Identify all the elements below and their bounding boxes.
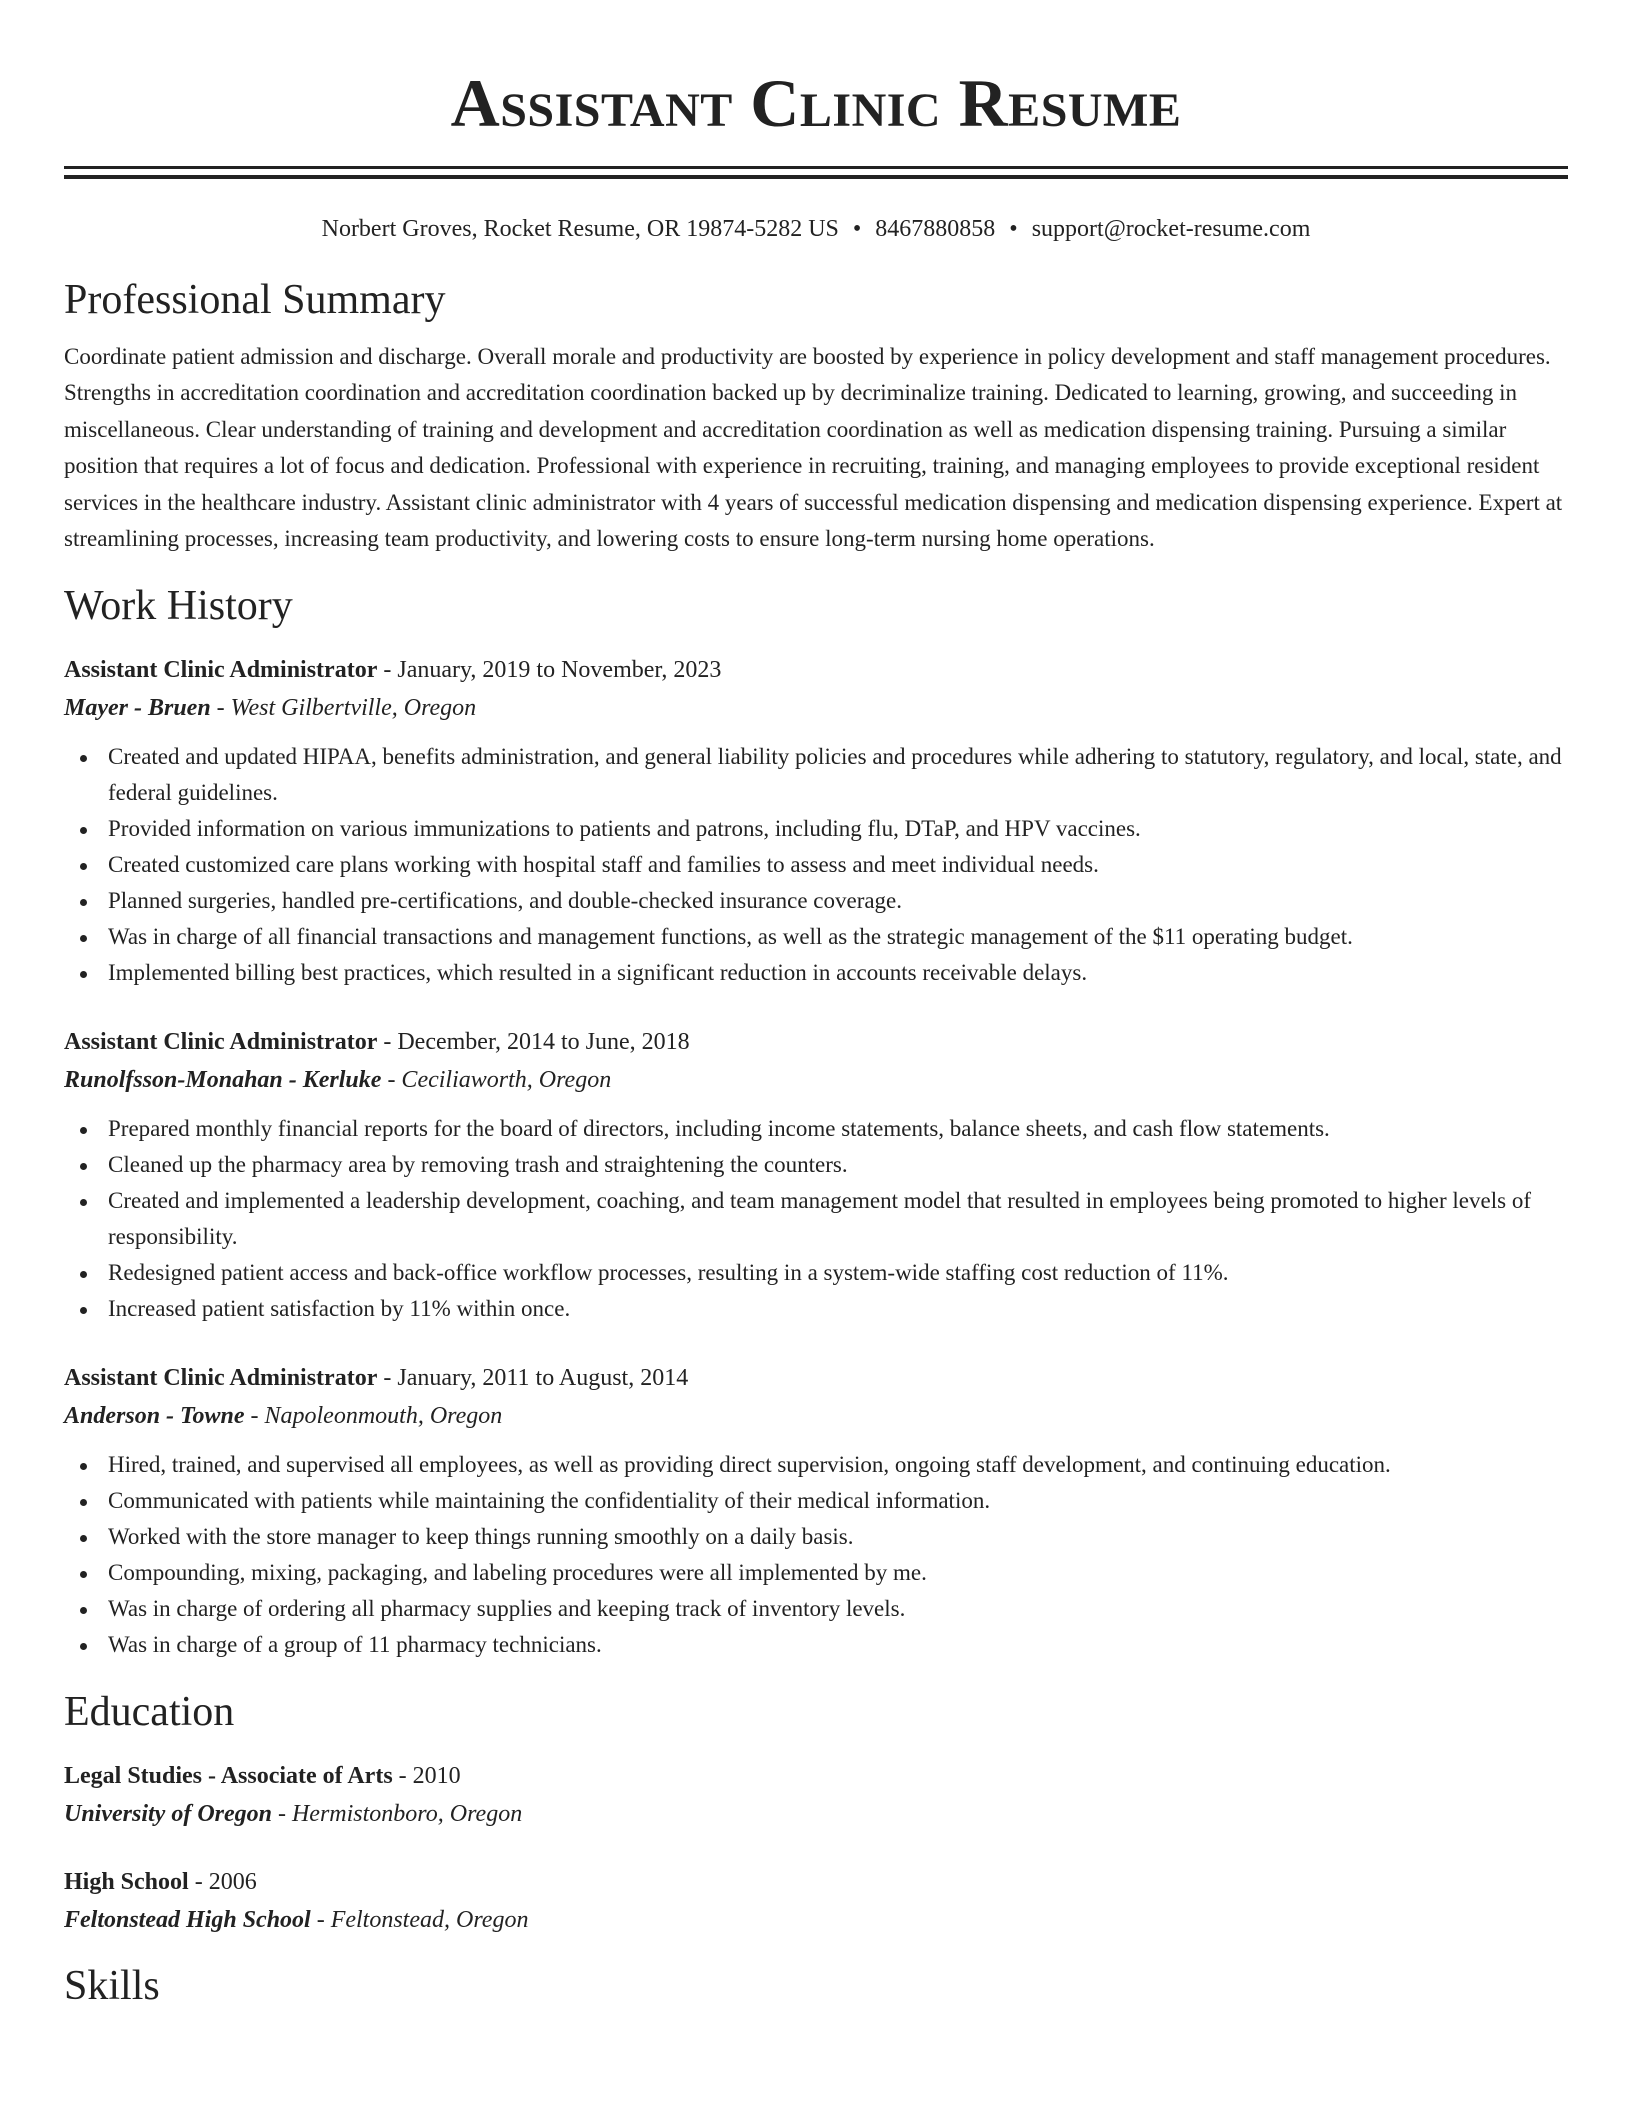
list-item: Redesigned patient access and back-office workflow processes, resulting in a system-wide staffing cost reduction of 11%. — [64, 1255, 1568, 1291]
job-company: Mayer - Bruen — [64, 695, 211, 722]
job-entry — [64, 1359, 1568, 1663]
list-item: Created and updated HIPAA, benefits administration, and general liability policies and procedures while adhering to statutory, regulatory, and local, state, and federal guidelines. — [64, 739, 1568, 811]
resume-title: Assistant Clinic Resume — [450, 65, 1182, 141]
contact-email: support@rocket-resume.com — [1031, 216, 1311, 242]
school-line — [64, 1795, 1568, 1833]
list-item: Worked with the store manager to keep things running smoothly on a daily basis. — [64, 1519, 1568, 1555]
degree-line — [64, 1863, 1568, 1901]
job-company-line — [64, 1397, 1568, 1435]
school-name: University of Oregon — [64, 1801, 272, 1828]
list-item: Was in charge of all financial transactions and management functions, as well as the strategic management of the $11 operating budget. — [64, 919, 1568, 955]
summary-heading: Professional Summary — [64, 277, 446, 323]
list-item: Cleaned up the pharmacy area by removing trash and straightening the counters. — [64, 1147, 1568, 1183]
job-company-line — [64, 1061, 1568, 1099]
contact-line — [64, 213, 1568, 245]
job-title: Assistant Clinic Administrator — [64, 657, 378, 684]
list-item: Created customized care plans working with hospital staff and families to assess and meet individual needs. — [64, 847, 1568, 883]
list-item: Provided information on various immunizations to patients and patrons, including flu, DTaP, and HPV vaccines. — [64, 811, 1568, 847]
resume-page — [64, 0, 1568, 2011]
job-title: Assistant Clinic Administrator — [64, 1365, 378, 1392]
skills-heading: Skills — [64, 1963, 160, 2010]
school-line — [64, 1901, 1568, 1939]
list-item: Was in charge of ordering all pharmacy supplies and keeping track of inventory levels. — [64, 1591, 1568, 1627]
school-location: - Hermistonboro, Oregon — [271, 1801, 523, 1828]
contact-address: Norbert Groves, Rocket Resume, OR 19874-5282 US — [321, 216, 839, 242]
degree-name: Legal Studies - Associate of Arts — [64, 1763, 393, 1790]
job-dates: - January, 2011 to August, 2014 — [377, 1365, 689, 1392]
title-divider-bottom — [64, 175, 1568, 179]
list-item: Compounding, mixing, packaging, and labeling procedures were all implemented by me. — [64, 1555, 1568, 1591]
job-title-line — [64, 1359, 1568, 1397]
job-entry — [64, 1023, 1568, 1327]
list-item: Implemented billing best practices, which resulted in a significant reduction in accounts receivable delays. — [64, 955, 1568, 991]
graduation-year: - 2010 — [392, 1763, 461, 1790]
list-item: Planned surgeries, handled pre-certifications, and double-checked insurance coverage. — [64, 883, 1568, 919]
job-title: Assistant Clinic Administrator — [64, 1029, 378, 1056]
work-history-heading: Work History — [64, 583, 293, 630]
degree-name: High School — [64, 1869, 189, 1896]
list-item: Hired, trained, and supervised all employees, as well as providing direct supervision, ongoing staff development, and continuing education. — [64, 1447, 1568, 1483]
school-name: Feltonstead High School — [64, 1907, 311, 1934]
list-item: Created and implemented a leadership development, coaching, and team management model that resulted in employees being promoted to higher levels of responsibility. — [64, 1183, 1568, 1255]
job-duties-list — [64, 1447, 1568, 1663]
job-title-line — [64, 1023, 1568, 1061]
job-company: Runolfsson-Monahan - Kerluke — [64, 1067, 382, 1094]
job-location: - Napoleonmouth, Oregon — [244, 1403, 503, 1430]
education-entry — [64, 1757, 1568, 1833]
list-item: Was in charge of a group of 11 pharmacy technicians. — [64, 1627, 1568, 1663]
school-location: - Feltonstead, Oregon — [310, 1907, 529, 1934]
title-divider-top — [64, 166, 1568, 169]
list-item: Communicated with patients while maintaining the confidentiality of their medical information. — [64, 1483, 1568, 1519]
job-duties-list — [64, 739, 1568, 991]
education-entry — [64, 1863, 1568, 1939]
list-item: Prepared monthly financial reports for the board of directors, including income statements, balance sheets, and cash flow statements. — [64, 1111, 1568, 1147]
contact-separator: • — [852, 216, 862, 242]
graduation-year: - 2006 — [188, 1869, 257, 1896]
job-location: - Ceciliaworth, Oregon — [381, 1067, 612, 1094]
education-heading: Education — [64, 1689, 235, 1736]
job-entry — [64, 651, 1568, 991]
job-dates: - January, 2019 to November, 2023 — [377, 657, 722, 684]
job-company: Anderson - Towne — [64, 1403, 245, 1430]
job-location: - West Gilbertville, Oregon — [210, 695, 477, 722]
job-title-line — [64, 651, 1568, 689]
job-duties-list — [64, 1111, 1568, 1327]
summary-text: Coordinate patient admission and discharge. Overall morale and productivity are boosted by experience in policy development and staff management procedures. Strengths in accreditation coordination and accreditation coordination backed up by decriminalize training. Dedicated to learning, growing, and succeeding in miscellaneous. Clear understanding of training and development and accreditation coordination as well as medication dispensing training. Pursuing a similar position that requires a lot of focus and dedication. Professional with experience in recruiting, training, and managing employees to provide exceptional resident services in the healthcare industry. Assistant clinic administrator with 4 years of successful medication dispensing and medication dispensing experience. Expert at streamlining processes, increasing team productivity, and lowering costs to ensure long-term nursing home operations. — [64, 344, 1563, 552]
contact-separator: • — [1009, 216, 1018, 242]
job-company-line — [64, 689, 1568, 727]
job-dates: - December, 2014 to June, 2018 — [377, 1029, 690, 1056]
degree-line — [64, 1757, 1568, 1795]
contact-phone: 8467880858 — [875, 216, 996, 242]
list-item: Increased patient satisfaction by 11% within once. — [64, 1291, 1568, 1327]
